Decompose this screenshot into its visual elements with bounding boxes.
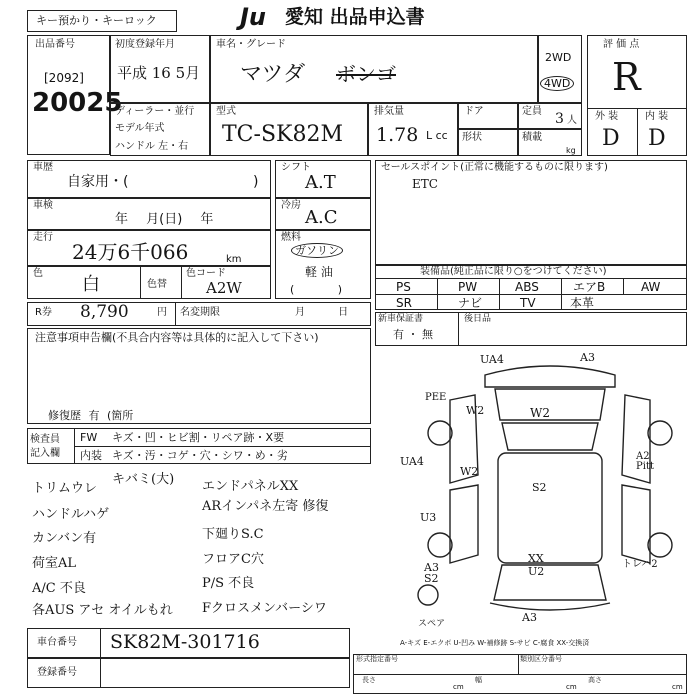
car-damage-diagram	[410, 355, 690, 625]
remark-11: P/S 不良	[202, 576, 255, 591]
diagram-mark-treha: トレハ2	[622, 559, 658, 570]
diagram-mark-a2: A2 Pitt	[636, 451, 654, 472]
repair-history: 修復歴 有 (箇所	[48, 409, 134, 422]
diagram-mark-ua4-top: UA4	[480, 353, 504, 366]
displacement-unit: L cc	[426, 129, 448, 142]
lot-number: 20025	[32, 88, 123, 118]
category-label: 類別区分番号	[520, 655, 562, 663]
diagram-mark-s2: S2	[532, 481, 547, 494]
load-unit: kg	[566, 146, 576, 155]
history-close: )	[253, 174, 259, 190]
displacement-value: 1.78	[376, 124, 419, 146]
equipment-ps: PS	[396, 280, 411, 294]
shift-value: A.T	[305, 172, 336, 193]
inspection-fw: キズ・凹・ヒビ割・リペア跡・X要	[112, 431, 285, 444]
inspection-fw-label: FW	[80, 431, 98, 444]
name-change-value: 月 日	[295, 307, 349, 318]
equipment-airbag: エアB	[573, 280, 606, 294]
recycle-value: 8,790	[80, 302, 129, 322]
recycle-label: R券	[35, 307, 52, 318]
reg-no-label: 登録番号	[37, 667, 77, 678]
selling-point-label: セールスポイント(正常に機能するものに限ります)	[381, 162, 608, 173]
remark-13: Fクロスメンバーシワ	[202, 601, 327, 616]
make-label: 車名・グレード	[216, 39, 286, 50]
height-label: 高さ	[588, 676, 602, 684]
key-tag: キー預かり・キーロック	[36, 14, 157, 27]
diagram-mark-a3-top: A3	[580, 351, 595, 364]
remark-1: トリムウレ	[32, 481, 98, 496]
fuel-opt2: 軽 油	[305, 265, 333, 279]
length-unit: cm	[453, 683, 464, 691]
color-code: A2W	[206, 279, 242, 297]
left-rear-side	[450, 485, 478, 563]
selling-point-box	[375, 160, 687, 265]
fuel-opt3: ( )	[290, 283, 343, 296]
remark-5: ARインパネ左寄 修復	[202, 499, 329, 514]
warranty-value: 有 ・ 無	[393, 328, 433, 341]
wheel-rear-left	[428, 533, 452, 557]
selling-point-value: ETC	[412, 177, 438, 191]
remark-6: カンバン有	[32, 531, 97, 546]
equipment-label: 装備品(純正品に限り○をつけてください)	[420, 266, 607, 277]
diagram-mark-a3-bottom: A3	[522, 611, 537, 624]
diagram-mark-w2-side: W2	[460, 465, 479, 478]
fuel-label: 燃料	[281, 232, 301, 243]
remark-12: 各AUS アセ オイルもれ	[32, 603, 173, 618]
grade-int-label: 内 装	[645, 111, 669, 122]
history-label: 車歴	[33, 162, 53, 173]
width-label: 幅	[475, 676, 482, 684]
chassis-label: 車台番号	[37, 637, 77, 648]
mileage-label: 走行	[33, 232, 53, 243]
equipment-tv: TV	[520, 296, 536, 310]
mileage-unit: km	[226, 254, 242, 265]
drive-4wd: 4WD	[540, 76, 574, 91]
history-box	[27, 160, 271, 198]
fuel-value: ガソリン	[291, 243, 343, 258]
registration-label: 初度登録年月	[115, 39, 175, 50]
spare-tire	[418, 585, 438, 605]
lot-label: 出品番号	[35, 39, 75, 50]
cooling-value: A.C	[305, 207, 338, 228]
grade-int: D	[648, 126, 666, 151]
spare-label: スペア	[418, 619, 446, 629]
model-label: 型式	[216, 106, 236, 117]
door-label: ドア	[464, 106, 484, 117]
windshield	[502, 423, 598, 450]
height-unit: cm	[672, 683, 683, 691]
color-value: 白	[82, 274, 100, 295]
diagram-mark-xx: XX	[528, 552, 544, 565]
shaken-label: 車検	[33, 200, 53, 211]
equipment-aw: AW	[641, 280, 661, 294]
wheel-rear-right	[648, 533, 672, 557]
remark-7: 下廻りS.C	[202, 527, 264, 542]
equipment-pw: PW	[458, 280, 478, 294]
diagram-mark-pee: PEE	[425, 392, 447, 403]
inspection-int: キズ・汚・コゲ・穴・シワ・め・劣	[112, 449, 288, 462]
warranty-label: 新車保証書	[378, 314, 424, 324]
diagram-mark-ua4-side: UA4	[400, 455, 424, 468]
ju-logo: Ju	[240, 3, 267, 31]
remark-4: ハンドルハゲ	[32, 507, 110, 522]
form-title: 愛知 出品申込書	[285, 6, 425, 28]
recycle-unit: 円	[157, 307, 167, 318]
cabin	[498, 453, 602, 563]
chassis-value: SK82M-301716	[110, 631, 260, 653]
shift-label: シフト	[281, 162, 311, 173]
hood	[495, 389, 605, 420]
grade-ext-label: 外 装	[595, 111, 619, 122]
cooling-label: 冷房	[281, 200, 301, 211]
registration-value: 平成 16 5月	[117, 64, 201, 82]
name-change-label: 名変期限	[180, 307, 220, 318]
drive-box	[538, 35, 582, 103]
remark-3: エンドパネルXX	[202, 479, 299, 494]
capacity-label: 定員	[522, 106, 542, 117]
inspection-label: 検査員 記入欄	[30, 434, 60, 459]
equipment-abs: ABS	[515, 280, 539, 294]
wheel-front-right	[648, 421, 672, 445]
rear-section	[494, 565, 606, 600]
color-code-label: 色コード	[186, 268, 226, 279]
front-bumper	[485, 366, 615, 387]
grade-value: R	[612, 55, 641, 99]
remark-10: A/C 不良	[32, 581, 86, 596]
handle-label: ハンドル 左・右	[115, 141, 189, 152]
make-struck: ボンゴ	[336, 62, 396, 86]
wheel-front-left	[428, 421, 452, 445]
history-value: 自家用・(	[67, 174, 129, 190]
diagram-mark-a3-s2: A3 S2	[424, 561, 439, 585]
diagram-mark-w2-left: W2	[466, 404, 485, 417]
length-label: 長さ	[362, 676, 376, 684]
remark-8: 荷室AL	[32, 556, 77, 571]
notes-label: 注意事項申告欄(不具合内容等は具体的に記入して下さい)	[35, 331, 319, 344]
shaken-value: 年 月(日) 年	[115, 212, 214, 227]
color-label: 色	[33, 268, 43, 279]
shape-label: 形状	[462, 132, 482, 143]
make-value: マツダ	[240, 62, 306, 87]
mileage-value: 24万6千066	[72, 240, 189, 264]
lot-sub: [2092]	[44, 71, 84, 85]
diagram-legend: A-キズ E-エクボ U-凹み W-補修跡 S-サビ C-腐食 XX-交換済	[400, 639, 590, 647]
inspection-int-label: 内装	[80, 449, 102, 462]
equipment-sr: SR	[396, 296, 412, 310]
capacity-value: 3	[555, 111, 564, 127]
diagram-mark-w2-center: W2	[530, 406, 550, 420]
width-unit: cm	[566, 683, 577, 691]
color-num-label: 色替	[147, 279, 167, 290]
right-rear-side	[622, 485, 650, 563]
model-value: TC-SK82M	[222, 122, 343, 147]
displacement-label: 排気量	[374, 106, 404, 117]
warranty-date-label: 後日品	[464, 314, 492, 324]
equipment-navi: ナビ	[458, 296, 483, 310]
grade-ext: D	[602, 126, 620, 151]
diagram-mark-u3: U3	[420, 511, 437, 524]
diagram-mark-u2: U2	[528, 565, 545, 578]
grade-label: 評 価 点	[603, 39, 640, 50]
model-spec-label: 形式指定番号	[356, 655, 398, 663]
equipment-leather: 本革	[570, 296, 595, 310]
drive-2wd: 2WD	[545, 51, 572, 64]
remark-2: キバミ(大)	[112, 472, 175, 487]
rear-bumper	[490, 603, 610, 610]
dealer-label: ディーラー・並行	[115, 106, 195, 117]
load-label: 積載	[522, 132, 542, 143]
remark-9: フロアC穴	[202, 552, 264, 567]
capacity-unit: 人	[567, 115, 577, 126]
model-year-label: モデル年式	[115, 123, 165, 134]
